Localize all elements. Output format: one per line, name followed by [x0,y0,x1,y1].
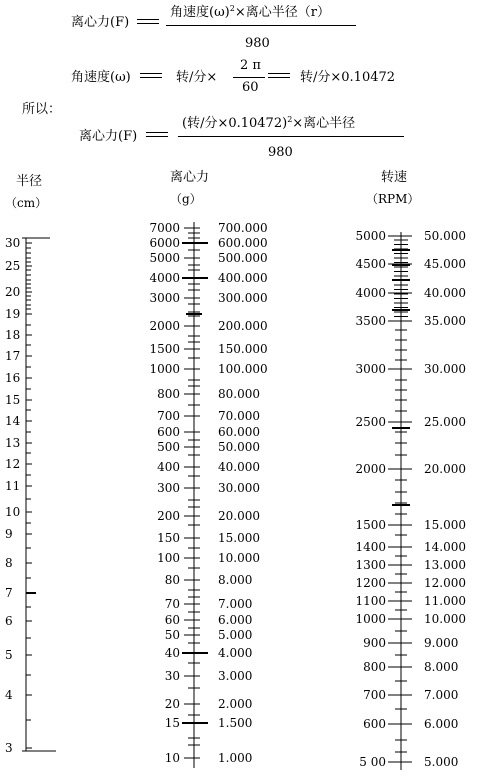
f1-lhs: 离心力(F) [71,15,130,30]
speed-right-label: 9.000 [424,636,459,650]
f1-denominator: 980 [245,36,270,51]
speed-right-label: 30.000 [424,362,466,376]
force-right-label: 200.000 [218,319,268,333]
f2-frac-denominator: 60 [242,80,259,95]
f3-numerator: (转/分×0.10472)$^2$×离心半径 [182,115,356,131]
force-right-label: 5.000 [218,628,253,642]
force-left-label: 70 [164,597,180,611]
force-right-label: 500.000 [218,251,268,265]
speed-right-label: 15.000 [424,518,466,532]
force-left-label: 80 [164,573,180,587]
f2-frac-numerator: 2 π [240,58,261,73]
speed-left-label: 3500 [355,314,386,328]
force-left-label: 600 [157,425,180,439]
speed-left-label: 2000 [355,462,386,476]
f2-rhs: 转/分×0.10472 [300,70,396,85]
force-left-label: 700 [157,409,180,423]
force-right-label: 150.000 [218,342,268,356]
radius-tick-label: 16 [5,371,21,385]
f2-lhs: 角速度(ω) [71,70,131,85]
force-right-label: 4.000 [218,646,253,660]
radius-tick-label: 3 [5,741,13,755]
force-left-label: 6000 [149,236,180,250]
speed-right-label: 40.000 [424,286,466,300]
force-left-label: 400 [157,460,180,474]
speed-left-label: 1100 [355,594,386,608]
radius-tick-label: 5 [5,648,13,662]
speed-right-label: 7.000 [424,688,459,702]
force-right-label: 1.000 [218,751,253,765]
force-right-label: 2.000 [218,697,253,711]
force-left-label: 3000 [149,291,180,305]
force-right-label: 600.000 [218,236,268,250]
speed-left-label: 600 [363,717,386,731]
radius-tick-label: 6 [5,614,13,628]
force-left-label: 50 [164,628,180,642]
speed-right-label: 14.000 [424,540,466,554]
force-right-label: 60.000 [218,425,260,439]
force-right-label: 7.000 [218,597,253,611]
force-right-label: 1.500 [218,716,253,730]
radius-tick-label: 17 [5,349,21,363]
force-right-label: 100.000 [218,362,268,376]
radius-tick-label: 30 [5,236,21,250]
force-left-label: 30 [164,669,180,683]
force-left-label: 5000 [149,251,180,265]
speed-right-label: 5.000 [424,755,459,769]
speed-left-label: 1000 [355,612,386,626]
speed-right-label: 10.000 [424,612,466,626]
force-left-label: 4000 [149,271,180,285]
speed-left-label: 5000 [355,229,386,243]
speed-left-label: 3000 [355,362,386,376]
force-left-label: 1000 [149,362,180,376]
radius-tick-label: 12 [5,457,21,471]
radius-tick-label: 14 [5,414,21,428]
radius-tick-label: 9 [5,527,13,541]
radius-tick-label: 15 [5,393,21,407]
radius-tick-label: 19 [5,307,21,321]
force-left-label: 40 [164,646,180,660]
force-left-label: 200 [157,509,180,523]
force-left-label: 2000 [149,319,180,333]
speed-left-label: 2500 [355,415,386,429]
force-right-label: 400.000 [218,271,268,285]
force-right-label: 70.000 [218,409,260,423]
speed-left-label: 1500 [355,518,386,532]
force-left-label: 800 [157,387,180,401]
force-right-label: 30.000 [218,481,260,495]
force-left-label: 150 [157,531,180,545]
force-left-label: 60 [164,613,180,627]
speed-left-label: 800 [363,660,386,674]
force-right-label: 80.000 [218,387,260,401]
force-right-label: 8.000 [218,573,253,587]
speed-right-label: 25.000 [424,415,466,429]
force-right-label: 15.000 [218,531,260,545]
radius-tick-label: 8 [5,556,13,570]
speed-left-label: 900 [363,636,386,650]
radius-tick-label: 13 [5,436,21,450]
force-left-label: 300 [157,481,180,495]
force-title: 离心力 [170,170,210,185]
speed-unit: （RPM） [366,192,420,206]
speed-right-label: 35.000 [424,314,466,328]
radius-unit: （cm） [5,196,48,210]
speed-left-label: 4000 [355,286,386,300]
force-left-label: 1500 [149,342,180,356]
speed-left-label: 700 [363,688,386,702]
speed-right-label: 8.000 [424,660,459,674]
radius-tick-label: 20 [5,285,21,299]
force-left-label: 20 [164,697,180,711]
speed-right-label: 45.000 [424,257,466,271]
force-left-label: 7000 [149,221,180,235]
radius-tick-label: 10 [5,505,21,519]
force-right-label: 6.000 [218,613,253,627]
speed-left-label: 1200 [355,576,386,590]
f3-lhs: 离心力(F) [79,129,138,144]
f2-mid: 转/分× [176,70,218,85]
f1-numerator: 角速度$(\omega)^2\times$离心半径（r） [170,4,330,20]
force-right-label: 40.000 [218,460,260,474]
force-left-label: 15 [164,716,180,730]
force-right-label: 10.000 [218,551,260,565]
speed-right-label: 12.000 [424,576,466,590]
speed-left-label: 4500 [355,257,386,271]
speed-right-label: 20.000 [424,462,466,476]
force-unit: （g） [170,192,202,206]
force-right-label: 3.000 [218,669,253,683]
speed-left-label: 1400 [355,540,386,554]
force-right-label: 20.000 [218,509,260,523]
force-left-label: 10 [164,751,180,765]
speed-right-label: 50.000 [424,229,466,243]
force-right-label: 300.000 [218,291,268,305]
radius-tick-label: 7 [5,586,13,600]
radius-tick-label: 18 [5,328,21,342]
radius-title: 半径 [16,174,43,189]
speed-left-label: 5 00 [359,755,386,769]
speed-right-label: 6.000 [424,717,459,731]
force-left-label: 100 [157,551,180,565]
f3-denominator: 980 [268,145,293,160]
force-left-label: 500 [157,440,180,454]
force-right-label: 700.000 [218,221,268,235]
radius-tick-label: 4 [5,688,13,702]
speed-left-label: 1300 [355,558,386,572]
so-label: 所以： [22,102,62,117]
speed-right-label: 13.000 [424,558,466,572]
radius-tick-label: 25 [5,259,21,273]
speed-right-label: 11.000 [424,594,466,608]
radius-tick-label: 11 [5,479,21,493]
speed-title: 转速 [381,170,408,185]
force-right-label: 50.000 [218,440,260,454]
